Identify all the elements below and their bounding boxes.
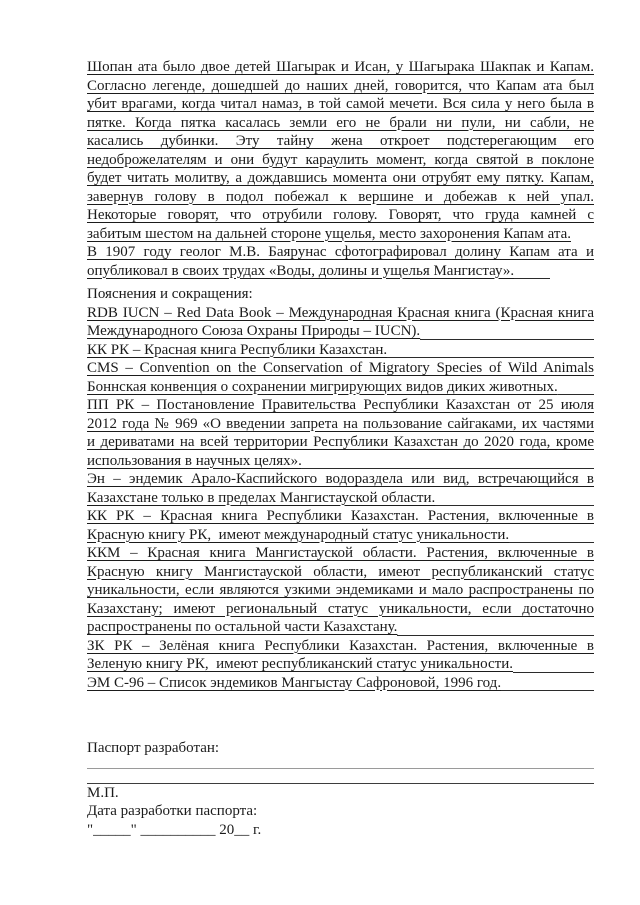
underline-filler xyxy=(420,322,594,341)
legend-line: убит врагами, когда читал намаз, в той самой мечети. Вся сила у него была в xyxy=(87,96,594,112)
signature-line xyxy=(87,769,594,784)
abbr-line: 2012 года № 969 «О введении запрета на пользование сайгаками, их частями xyxy=(87,415,594,432)
abbr-line xyxy=(87,489,594,508)
abbr-line xyxy=(87,322,594,341)
abbr-line xyxy=(87,341,594,360)
legend-line: Некоторые говорят, что отрубили голову. Говорят, что груда камней с xyxy=(87,207,594,223)
legend-line: забитым шестом на дальней стороне ущелья, место захоронения Капам ата. xyxy=(87,225,571,242)
legend-line: недоброжелателям и они будут караулить момент, когда святой в поклоне xyxy=(87,151,594,168)
abbr-line-text: Международного Союза Охраны Природы – IUCN). xyxy=(87,323,421,339)
abbr-line xyxy=(87,674,594,693)
abbr-line: ЗК РК – Зелёная книга Республики Казахстан. Растения, включенные в xyxy=(87,637,594,654)
legend-line: пятке. Когда пятка касалась земли его не брали ни пули, ни сабли, не xyxy=(87,114,594,131)
underline-filler xyxy=(397,618,594,637)
abbr-line: CMS – Convention on the Conservation of Migratory Species of Wild Animals xyxy=(87,360,594,376)
abbr-line: уникальности, если являются узкими эндемиками и мало распространены по xyxy=(87,582,594,598)
abbr-line-text: распространены по остальной части Казахстану. xyxy=(87,619,398,635)
abbr-line xyxy=(87,618,594,637)
stamp-label: М.П. xyxy=(87,784,119,801)
underline-filler xyxy=(514,262,550,281)
abbr-line: RDB IUCN – Red Data Book – Международная Красная книга (Красная книга xyxy=(87,304,594,321)
abbr-line: Эн – эндемик Арало-Каспийского водораздела или вид, встречающийся в xyxy=(87,471,594,487)
abbr-line-text: использования в научных целях». xyxy=(87,452,302,469)
abbr-line xyxy=(87,452,594,471)
abbr-line-text: ЭМ С-96 – Список эндемиков Мангыстау Сафроновой, 1996 год. xyxy=(87,674,502,691)
abbr-line xyxy=(87,378,594,397)
legend-line: Шопан ата было двое детей Шагырак и Исан, у Шагырака Шакпак и Капам. xyxy=(87,59,594,75)
abbr-line-text: КК РК – Красная книга Республики Казахстан. xyxy=(87,341,388,358)
abbr-line: Казахстану; имеют региональный статус уникальности, если достаточно xyxy=(87,600,594,617)
date-of-development-label: Дата разработки паспорта: xyxy=(87,803,258,819)
abbr-line-text: Боннская конвенция о сохранении мигрирующих видов диких животных. xyxy=(87,378,558,395)
signature-block xyxy=(87,739,594,839)
abbr-line xyxy=(87,655,594,674)
legend-line: завернув голову в подол побежал к вершине и добежав к ней упал. xyxy=(87,188,594,205)
legend-line-text: опубликовал в своих трудах «Воды, долины и ущелья Мангистау». xyxy=(87,262,515,279)
abbr-line: Красную книгу Мангистауской области, имеют республиканский статус xyxy=(87,563,594,580)
abbr-line: ККМ – Красная книга Мангистауской области. Растения, включенные в xyxy=(87,545,594,561)
abbr-line: ПП РК – Постановление Правительства Республики Казахстан от 25 июля xyxy=(87,397,594,413)
signature-line xyxy=(87,758,594,769)
legend-line: будет читать молитву, а дождавшись момента они отрубят ему пятку. Капам, xyxy=(87,170,594,186)
passport-developed-label: Паспорт разработан: xyxy=(87,740,220,756)
abbreviations-list xyxy=(87,304,594,693)
abbreviations-heading: Пояснения и сокращения: xyxy=(87,286,253,302)
abbr-line: и дериватами на всей территории Республики Казахстан до 2020 года, кроме xyxy=(87,434,594,450)
underline-filler xyxy=(387,341,594,360)
legend-line xyxy=(87,262,594,281)
underline-filler xyxy=(558,378,594,397)
legend-paragraph xyxy=(87,58,594,280)
abbr-line-text: Казахстане только в пределах Мангистауской области. xyxy=(87,489,436,506)
date-blank-line: "_____" __________ 20__ г. xyxy=(87,821,262,838)
abbr-line-text: Красную книгу РК, имеют международный статус уникальности. xyxy=(87,526,510,543)
underline-filler xyxy=(435,489,594,508)
underline-filler xyxy=(509,526,594,545)
underline-filler xyxy=(302,452,594,471)
legend-line: В 1907 году геолог М.В. Баярунас сфотографировал долину Капам ата и xyxy=(87,244,594,260)
abbr-line xyxy=(87,526,594,545)
legend-line: касались дубинки. Эту тайну жена откроет подстерегающим его xyxy=(87,133,594,149)
abbr-line-text: Зеленую книгу РК, имеют республиканский статус уникальности. xyxy=(87,656,513,672)
legend-line: Согласно легенде, дошедшей до наших дней, говорится, что Капам ата был xyxy=(87,77,594,94)
abbr-line: КК РК – Красная книга Республики Казахстан. Растения, включенные в xyxy=(87,508,594,524)
underline-filler xyxy=(501,674,594,693)
underline-filler xyxy=(513,655,594,674)
